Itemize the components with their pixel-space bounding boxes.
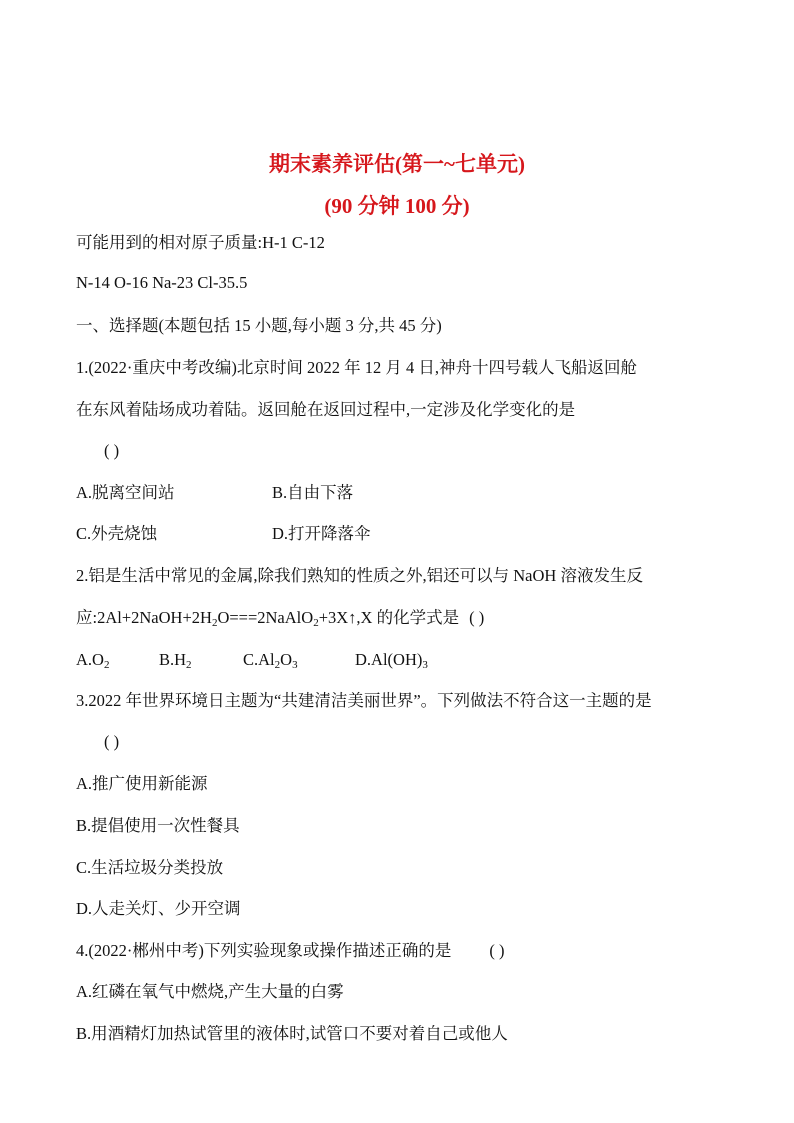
q3-stem-line-1: 3.2022 年世界环境日主题为“共建清洁美丽世界”。下列做法不符合这一主题的是 [76, 691, 652, 710]
q3-option-a: A.推广使用新能源 [76, 774, 208, 793]
q4-answer-blank: ( ) [489, 941, 505, 960]
q2-option-a-text: A.O [76, 650, 104, 669]
q2-option-d-text: D.Al(OH) [355, 650, 423, 669]
q4-option-b: B.用酒精灯加热试管里的液体时,试管口不要对着自己或他人 [76, 1024, 508, 1043]
q2-option-b [159, 649, 192, 671]
page-subtitle: (90 分钟 100 分) [324, 194, 470, 218]
q2-option-a [76, 649, 109, 671]
page-title: 期末素养评估(第一~七单元) [269, 152, 525, 176]
q2-option-b-text: B.H [159, 650, 187, 669]
q1-option-a: A.脱离空间站 [76, 483, 175, 502]
q3-option-b: B.提倡使用一次性餐具 [76, 816, 240, 835]
q2-stem-line-1: 2.铝是生活中常见的金属,除我们熟知的性质之外,铝还可以与 NaOH 溶液发生反 [76, 566, 643, 585]
q3-answer-blank: ( ) [104, 732, 120, 751]
q1-option-c: C.外壳烧蚀 [76, 524, 158, 543]
q2-equation-subscript-1: 2 [211, 617, 218, 629]
q4-stem-line-1 [76, 940, 504, 962]
section-heading: 一、选择题(本题包括 15 小题,每小题 3 分,共 45 分) [76, 316, 442, 335]
q4-stem-text: 4.(2022·郴州中考)下列实验现象或操作描述正确的是 [76, 941, 452, 960]
q2-option-c-sub-1: 2 [274, 659, 281, 671]
q2-option-b-sub: 2 [186, 659, 192, 671]
q1-option-d: D.打开降落伞 [272, 524, 371, 543]
q2-equation-suffix: +3X↑,X 的化学式是 [318, 608, 460, 627]
q2-equation-prefix: 应:2Al+2NaOH+2H [76, 608, 212, 627]
q2-equation-subscript-2: 2 [313, 617, 319, 629]
q1-stem-line-2: 在东风着陆场成功着陆。返回舱在返回过程中,一定涉及化学变化的是 [76, 400, 576, 419]
q2-option-d-sub: 3 [422, 659, 428, 671]
q3-option-d: D.人走关灯、少开空调 [76, 899, 241, 918]
q2-equation-line [76, 607, 484, 629]
q1-stem-line-1: 1.(2022·重庆中考改编)北京时间 2022 年 12 月 4 日,神舟十四号载人飞船返回舱 [76, 358, 637, 377]
q2-equation-middle: O===2NaAlO [217, 608, 314, 627]
q2-option-c-text-1: C.Al [243, 650, 275, 669]
q2-option-c [243, 649, 298, 671]
atomic-mass-line-2: N-14 O-16 Na-23 Cl-35.5 [76, 273, 248, 292]
q2-option-d [355, 649, 428, 671]
q2-option-c-text-2: O [280, 650, 293, 669]
q3-option-c: C.生活垃圾分类投放 [76, 858, 224, 877]
q1-option-b: B.自由下落 [272, 483, 354, 502]
atomic-mass-line-1: 可能用到的相对原子质量:H-1 C-12 [76, 233, 325, 252]
q4-option-a: A.红磷在氧气中燃烧,产生大量的白雾 [76, 982, 344, 1001]
q2-option-c-sub-2: 3 [292, 659, 298, 671]
q2-option-a-sub: 2 [103, 659, 110, 671]
q2-answer-blank: ( ) [469, 608, 485, 627]
q1-answer-blank: ( ) [104, 441, 120, 460]
